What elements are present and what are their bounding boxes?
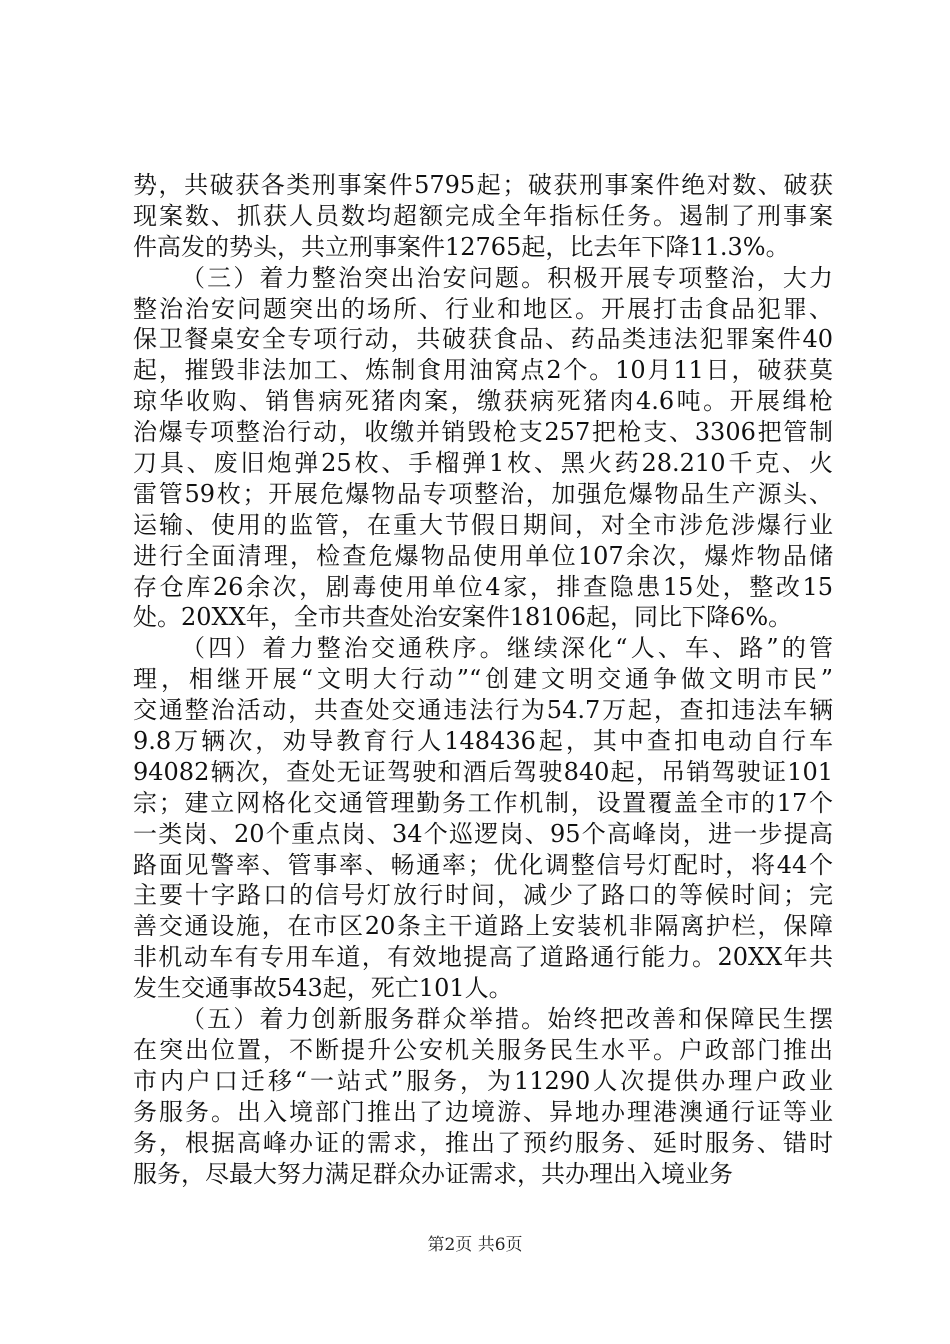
text-line: 治爆专项整治行动，收缴并销毁枪支257把枪支、3306把管制 xyxy=(133,418,833,447)
text-line: 件高发的势头，共立刑事案件12765起，比去年下降11.3%。 xyxy=(133,232,790,261)
text-line: 雷管59枚；开展危爆物品专项整治，加强危爆物品生产源头、 xyxy=(133,479,833,508)
text-line: 发生交通事故543起，死亡101人。 xyxy=(133,974,513,1003)
text-line: 处。20XX年，全市共查处治安案件18106起，同比下降6%。 xyxy=(133,603,793,632)
page-footer xyxy=(0,1234,950,1256)
text-line: 现案数、抓获人员数均超额完成全年指标任务。遏制了刑事案 xyxy=(133,201,833,230)
text-line: 理，相继开展“文明大行动”“创建文明交通争做文明市民” xyxy=(133,665,833,694)
document-body xyxy=(133,170,833,1189)
text-line: 在突出位置，不断提升公安机关服务民生水平。户政部门推出 xyxy=(133,1035,833,1064)
text-line: 刀具、废旧炮弹25枚、手榴弹1枚、黑火药28.210千克、火 xyxy=(133,449,833,478)
text-line: 保卫餐桌安全专项行动，共破获食品、药品类违法犯罪案件40 xyxy=(133,325,833,354)
text-line: 务服务。出入境部门推出了边境游、异地办理港澳通行证等业 xyxy=(133,1097,833,1126)
page-number-label: 第2页 共6页 xyxy=(427,1235,523,1255)
text-line: 一类岗、20个重点岗、34个巡逻岗、95个高峰岗，进一步提高 xyxy=(133,819,833,848)
text-line: 市内户口迁移“一站式”服务，为11290人次提供办理户政业 xyxy=(133,1066,833,1095)
text-line: 整治治安问题突出的场所、行业和地区。开展打击食品犯罪、 xyxy=(133,294,833,323)
text-line: 务，根据高峰办证的需求，推出了预约服务、延时服务、错时 xyxy=(133,1128,833,1157)
text-line: 势，共破获各类刑事案件5795起；破获刑事案件绝对数、破获 xyxy=(133,171,833,199)
text-line: 运输、使用的监管，在重大节假日期间，对全市涉危涉爆行业 xyxy=(133,510,833,539)
text-line: （三）着力整治突出治安问题。积极开展专项整治，大力 xyxy=(181,263,833,292)
text-line: （五）着力创新服务群众举措。始终把改善和保障民生摆 xyxy=(181,1005,833,1034)
text-line: 存仓库26余次，剧毒使用单位4家，排查隐患15处，整改15 xyxy=(133,572,833,601)
text-line: 宗；建立网格化交通管理勤务工作机制，设置覆盖全市的17个 xyxy=(133,788,833,817)
text-line: 9.8万辆次，劝导教育行人148436起，其中查扣电动自行车 xyxy=(133,727,833,756)
text-line: 善交通设施，在市区20条主干道路上安装机非隔离护栏，保障 xyxy=(133,912,833,941)
text-line: 交通整治活动，共查处交通违法行为54.7万起，查扣违法车辆 xyxy=(133,696,833,725)
text-line: （四）着力整治交通秩序。继续深化“人、车、路”的管 xyxy=(181,634,833,663)
text-line: 起，摧毁非法加工、炼制食用油窝点2个。10月11日，破获莫 xyxy=(133,356,833,385)
text-line: 非机动车有专用车道，有效地提高了道路通行能力。20XX年共 xyxy=(133,943,833,972)
text-line: 94082辆次，查处无证驾驶和酒后驾驶840起，吊销驾驶证101 xyxy=(133,757,833,786)
text-line: 主要十字路口的信号灯放行时间，减少了路口的等候时间；完 xyxy=(133,881,833,910)
text-line: 服务，尽最大努力满足群众办证需求，共办理出入境业务 xyxy=(133,1159,733,1188)
text-line: 路面见警率、管事率、畅通率；优化调整信号灯配时，将44个 xyxy=(133,850,833,879)
text-line: 琼华收购、销售病死猪肉案，缴获病死猪肉4.6吨。开展缉枪 xyxy=(133,387,833,416)
text-line: 进行全面清理，检查危爆物品使用单位107余次，爆炸物品储 xyxy=(133,541,833,570)
